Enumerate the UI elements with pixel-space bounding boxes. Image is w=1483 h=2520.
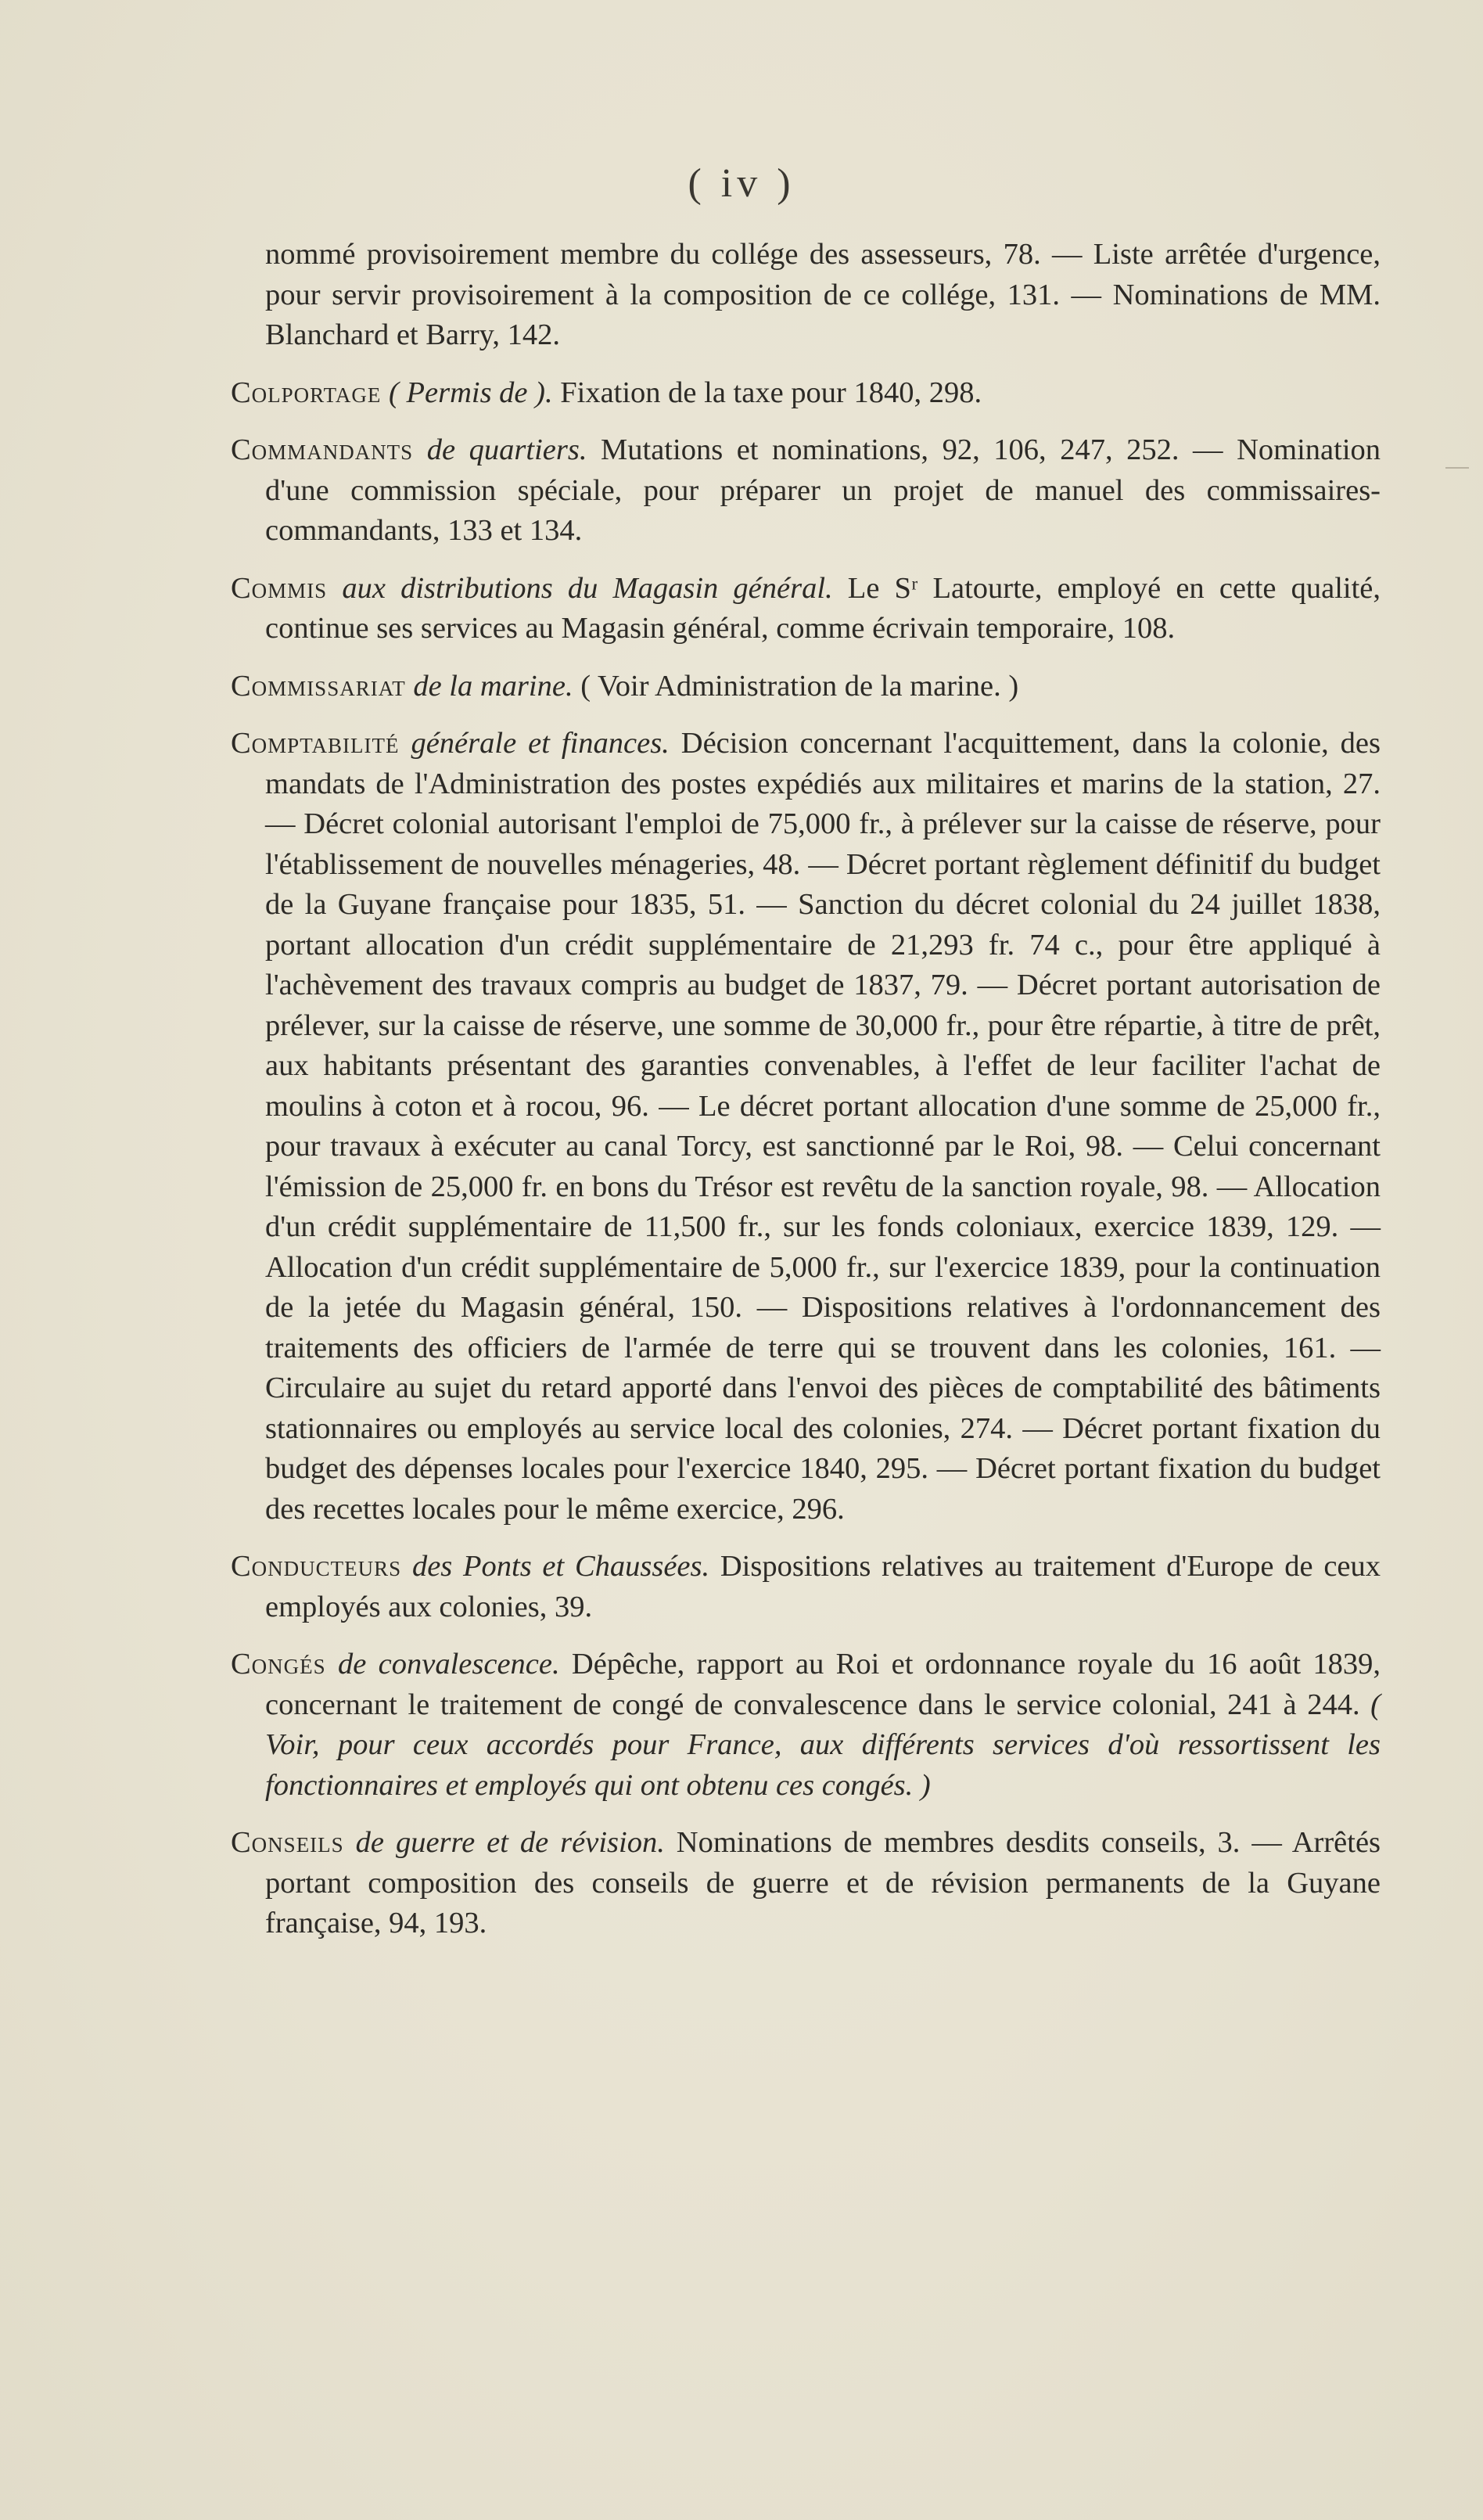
entry-text: Fixation de la taxe pour 1840, 298. bbox=[560, 376, 982, 409]
entry-head: Commissariat bbox=[231, 669, 406, 703]
entry-head: Conseils bbox=[231, 1826, 344, 1859]
entry-head: Colportage bbox=[231, 376, 382, 409]
entry-text: nommé provisoirement membre du collége des assesseurs, 78. — Liste arrêtée d'urgence, pour servir provisoirement à la composition de ce collége, 131. — Nominations de MM. Blanchard et Barry, 142. bbox=[265, 238, 1381, 351]
index-entry bbox=[231, 1547, 1381, 1627]
entry-text: Nominations de membres desdits conseils, 3. — Arrêtés portant composition des conseils de guerre et de révision permanents de la Guyane française, 94, 193. bbox=[265, 1826, 1381, 1939]
entry-head: Conducteurs bbox=[231, 1550, 402, 1583]
entry-qualifier: des Ponts et Chaussées. bbox=[411, 1550, 710, 1583]
entry-qualifier: de guerre et de révision. bbox=[355, 1826, 665, 1859]
index-entry bbox=[231, 430, 1381, 552]
index-entry bbox=[231, 1823, 1381, 1944]
page-number: ( iv ) bbox=[688, 161, 795, 206]
index-entry bbox=[231, 569, 1381, 649]
index-entries bbox=[231, 235, 1381, 1961]
index-entry bbox=[231, 235, 1381, 356]
index-entry bbox=[231, 667, 1381, 707]
index-entry bbox=[231, 724, 1381, 1530]
entry-qualifier: de quartiers. bbox=[426, 433, 587, 466]
entry-text: Dispositions relatives au traitement d'Europe de ceux employés aux colonies, 39. bbox=[265, 1550, 1381, 1623]
entry-qualifier: de convalescence. bbox=[338, 1648, 560, 1681]
entry-note: ( Voir, pour ceux accordés pour France, aux différents services d'où ressortissent les fonctionnaires et employés qui ont obtenu ces congés. ) bbox=[265, 1688, 1381, 1802]
entry-qualifier: de la marine. bbox=[413, 669, 573, 703]
entry-text: Dépêche, rapport au Roi et ordonnance royale du 16 août 1839, concernant le traitement de congé de convalescence dans le service colonial, 241 à 244. bbox=[265, 1648, 1381, 1721]
entry-head: Comptabilité bbox=[231, 727, 400, 760]
entry-qualifier: générale et finances. bbox=[411, 727, 670, 760]
index-entry bbox=[231, 1645, 1381, 1806]
entry-qualifier: ( Permis de ). bbox=[389, 376, 553, 409]
entry-head: Congés bbox=[231, 1648, 326, 1681]
margin-mark bbox=[1445, 467, 1469, 469]
entry-head: Commandants bbox=[231, 433, 414, 466]
index-entry bbox=[231, 373, 1381, 414]
entry-qualifier: aux distributions du Magasin général. bbox=[342, 571, 833, 605]
entry-text: Décision concernant l'acquittement, dans la colonie, des mandats de l'Administration des postes expédiés aux militaires et marins de la station, 27. — Décret colonial autorisant l'emploi de 75,000 fr., à prélever sur la caisse de réserve, pour l'établissement de nouvelles ménageries, 48. — Décret portant règlement définitif du budget de la Guyane française pour 1835, 51. — Sanction du décret colonial du 24 juillet 1838, portant allocation d'un crédit supplémentaire de 21,293 fr. 74 c., pour être appliqué à l'achèvement des travaux compris au budget de 1837, 79. — Décret portant autorisation de prélever, sur la caisse de réserve, une somme de 30,000 fr., pour être répartie, à titre de prêt, aux habitants présentant des garanties convenables, à l'effet de leur faciliter l'achat de moulins à coton et à rocou, 96. — Le décret portant allocation d'une somme de 25,000 fr., pour travaux à exécuter au canal Torcy, est sanctionné par le Roi, 98. — Celui concernant l'émission de 25,000 fr. en bons du Trésor est revêtu de la sanction royale, 98. — Allocation d'un crédit supplémentaire de 11,500 fr., sur les fonds coloniaux, exercice 1839, 129. — Allocation d'un crédit supplémentaire de 5,000 fr., sur l'exercice 1839, pour la continuation de la jetée du Magasin général, 150. — Dispositions relatives à l'ordonnancement des traitements des officiers de l'armée de terre qui se trouvent dans les colonies, 161. — Circulaire au sujet du retard apporté dans l'envoi des pièces de comptabilité des bâtiments stationnaires ou employés au service local des colonies, 274. — Décret portant fixation du budget des dépenses locales pour l'exercice 1840, 295. — Décret portant fixation du budget des recettes locales pour le même exercice, 296. bbox=[265, 727, 1381, 1526]
entry-text: ( Voir Administration de la marine. ) bbox=[580, 669, 1019, 703]
entry-text: Mutations et nominations, 92, 106, 247, 252. — Nomination d'une commission spéciale, pour préparer un projet de manuel des commissaires-commandants, 133 et 134. bbox=[265, 433, 1381, 547]
entry-head: Commis bbox=[231, 571, 328, 605]
entry-text: Le Sʳ Latourte, employé en cette qualité, continue ses services au Magasin général, comme écrivain temporaire, 108. bbox=[265, 571, 1381, 645]
